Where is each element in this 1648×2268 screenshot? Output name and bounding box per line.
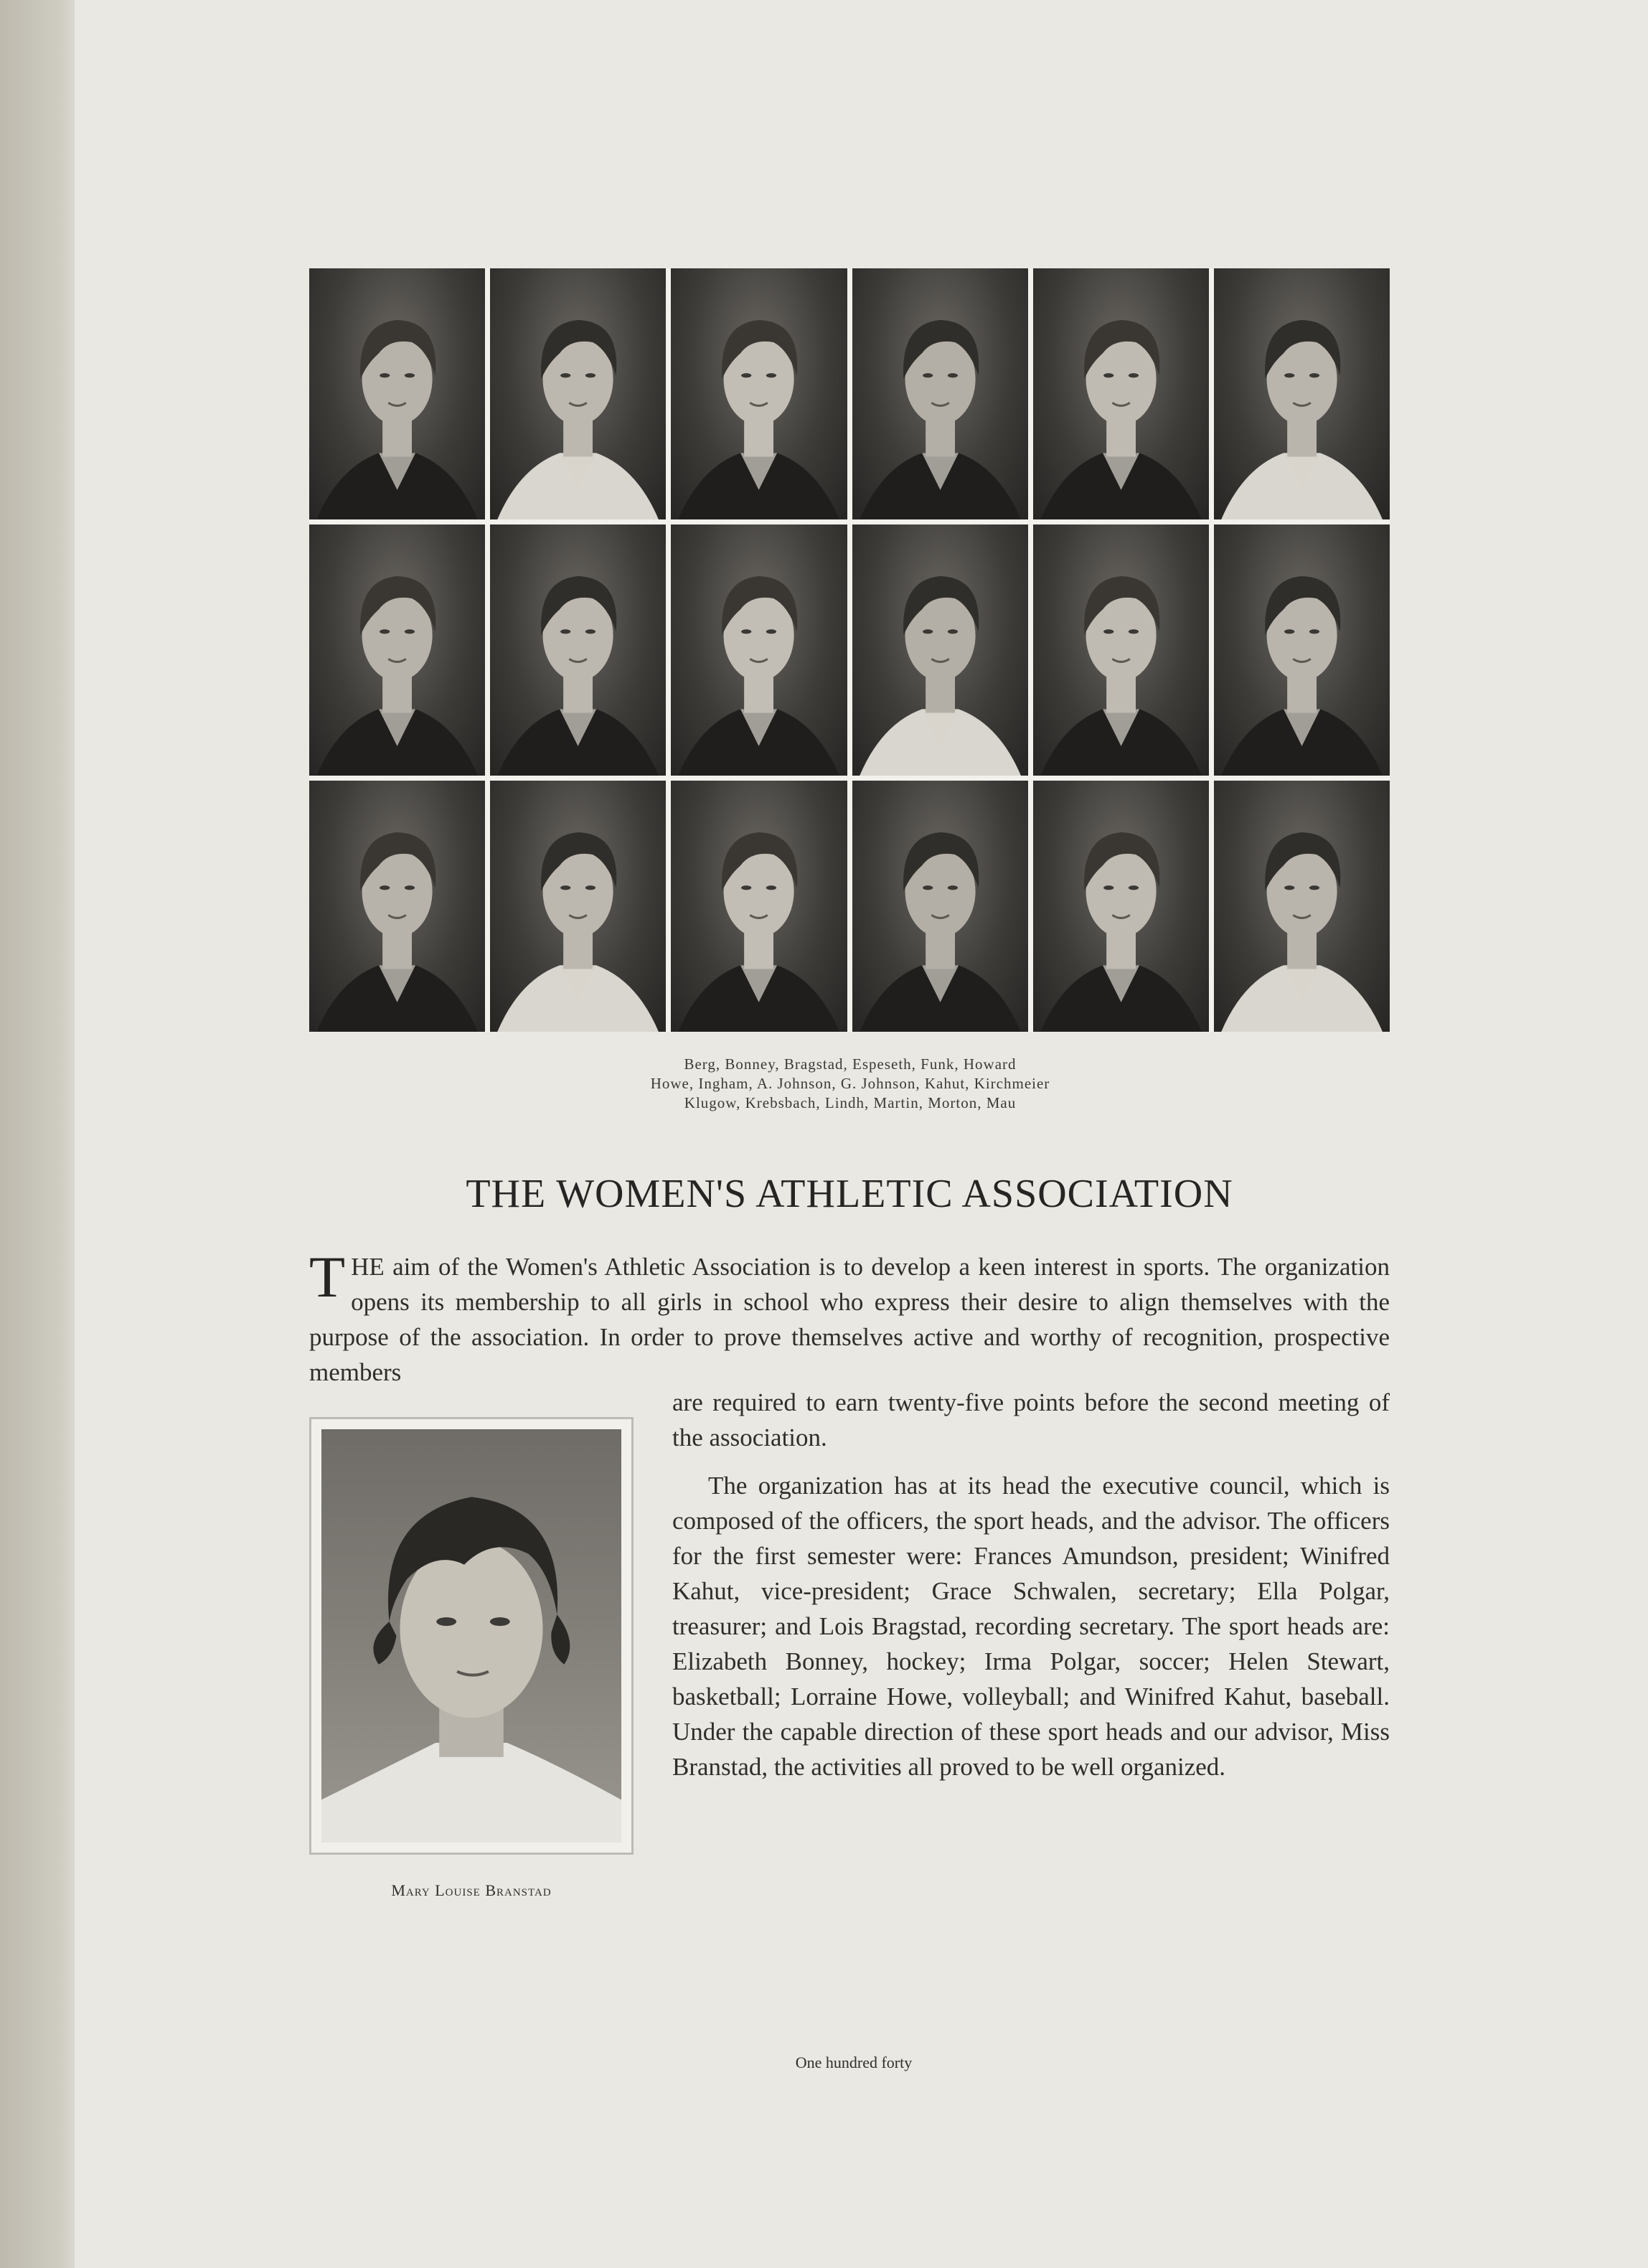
member-portrait [1214, 781, 1390, 1032]
member-portrait [671, 268, 847, 519]
advisor-portrait [321, 1429, 621, 1843]
advisor-photo-frame [309, 1417, 634, 1855]
intro-paragraph [309, 1244, 1390, 1390]
member-portrait [1033, 268, 1209, 519]
caption-line-1: Berg, Bonney, Bragstad, Espeseth, Funk, Howard [684, 1055, 1017, 1073]
member-portrait [852, 268, 1028, 519]
member-portrait [1033, 781, 1209, 1032]
member-portrait [852, 524, 1028, 776]
page-number: One hundred forty [795, 2053, 913, 2071]
intro-paragraph-continued: are required to earn twenty-five points before the second meeting of the association. [672, 1388, 1390, 1451]
member-portrait [852, 781, 1028, 1032]
member-portrait [309, 524, 485, 776]
member-portrait [671, 524, 847, 776]
caption-line-3: Klugow, Krebsbach, Lindh, Martin, Morton, Mau [684, 1094, 1017, 1111]
member-portrait [490, 781, 666, 1032]
member-portrait [490, 524, 666, 776]
page-binding-edge [0, 0, 75, 2268]
member-portrait [1214, 524, 1390, 776]
council-paragraph: The organization has at its head the executive council, which is composed of the officers, the sport heads, and the advisor. The officers for the first semester were: Frances Amundson, president; Winifred Kahut, vice-president; Grace Schwalen, secretary; Ella Polgar, treasurer; and Lois Bragstad, recording secretary. The sport heads are: Elizabeth Bonney, hockey; Irma Polgar, soccer; Helen Stewart, basketball; Lorraine Howe, volleyball; and Winifred Kahut, baseball. Under the capable direction of these sport heads and our advisor, Miss Branstad, the activities all proved to be well organized. [672, 1472, 1390, 1781]
page-title: THE WOMEN'S ATHLETIC ASSOCIATION [466, 1172, 1233, 1216]
member-portrait [309, 781, 485, 1032]
drop-cap: T [309, 1244, 346, 1309]
caption-line-2: Howe, Ingham, A. Johnson, G. Johnson, Kahut, Kirchmeier [650, 1075, 1050, 1092]
member-portrait-grid [309, 268, 1390, 1032]
member-portrait [671, 781, 847, 1032]
advisor-caption: Mary Louise Branstad [391, 1881, 552, 1899]
member-portrait [309, 268, 485, 519]
member-portrait [490, 268, 666, 519]
member-portrait [1033, 524, 1209, 776]
member-portrait [1214, 268, 1390, 519]
intro-text: HE aim of the Women's Athletic Association is to develop a keen interest in sports. The organization opens its membership to all girls in school who express their desire to align themselves with the purpose of the association. In order to prove themselves active and worthy of recognition, prospective members [309, 1253, 1390, 1386]
